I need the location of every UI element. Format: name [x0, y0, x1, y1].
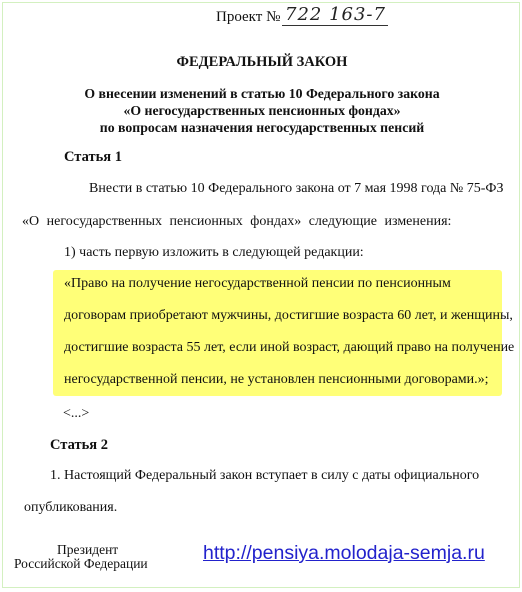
article-2-line-1: 1. Настоящий Федеральный закон вступает в силу с даты официального	[50, 468, 480, 483]
document-page	[2, 2, 520, 588]
subtitle-line-2: «О негосударственных пенсионных фондах»	[123, 103, 401, 118]
article-1-line-3: 1) часть первую изложить в следующей редакции:	[64, 245, 364, 260]
quote-line-2: договорам приобретают мужчины, достигшие возраста 60 лет, и женщины,	[64, 308, 513, 323]
article-2-heading: Статья 2	[50, 437, 108, 453]
subtitle-line-1: О внесении изменений в статью 10 Федерального закона	[84, 86, 440, 101]
project-number-underline	[282, 25, 388, 26]
project-number: 722 163-7	[285, 4, 386, 25]
project-label: Проект №	[216, 9, 281, 25]
article-1-heading: Статья 1	[64, 149, 122, 165]
article-1-line-1: Внести в статью 10 Федерального закона от 7 мая 1998 года № 75-ФЗ	[89, 181, 504, 196]
article-2-line-2: опубликования.	[24, 500, 118, 515]
quote-line-4: негосударственной пенсии, не установлен пенсионными договорами.»;	[64, 372, 489, 387]
subtitle-line-3: по вопросам назначения негосударственных пенсий	[99, 120, 425, 135]
watermark-link[interactable]: http://pensiya.molodaja-semja.ru	[203, 542, 485, 564]
ellipsis: <...>	[63, 406, 90, 421]
signature-title: Президент	[57, 542, 119, 557]
signature-country: Российской Федерации	[14, 556, 148, 571]
article-1-line-2: «О негосударственных пенсионных фондах» следующие изменения:	[22, 214, 452, 229]
quote-line-1: «Право на получение негосударственной пенсии по пенсионным	[64, 276, 451, 291]
quote-line-3: достигшие возраста 55 лет, если иной возраст, дающий право на получение	[64, 340, 515, 355]
law-title: ФЕДЕРАЛЬНЫЙ ЗАКОН	[176, 54, 348, 70]
